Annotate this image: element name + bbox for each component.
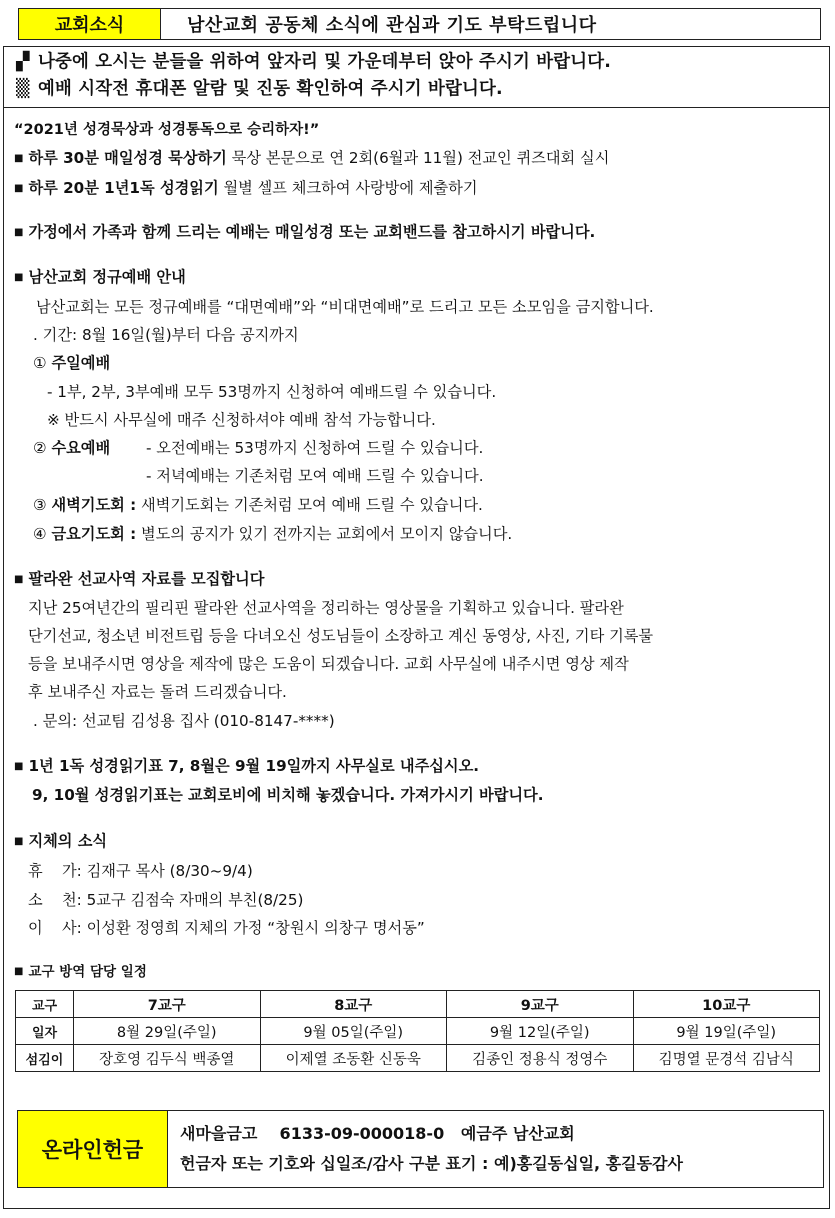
district-cell: 8교구 — [260, 991, 447, 1018]
date-cell: 9월 12일(주일) — [447, 1018, 634, 1045]
bullet-icon: ▞ — [16, 52, 30, 72]
bullet-icon: ■ — [14, 574, 24, 585]
palawan-heading: ■ 팔라완 선교사역 자료를 모집합니다 — [14, 570, 265, 588]
server-cell: 이제열 조동환 신동욱 — [260, 1045, 447, 1072]
wednesday-evening-detail: - 저녁예배는 기존처럼 모여 예배 드릴 수 있습니다. — [146, 467, 484, 485]
members-news-heading: ■ 지체의 소식 — [14, 832, 108, 850]
member-vacation: 휴 가: 김재구 목사 (8/30~9/4) — [28, 862, 253, 880]
bullet-icon: ▒ — [16, 79, 30, 99]
sunday-worship-label: ① 주일예배 — [33, 354, 111, 372]
online-offering-box — [17, 1110, 824, 1188]
online-offering-tag: 온라인헌금 — [18, 1111, 168, 1187]
sunday-worship-note: ※ 반드시 사무실에 매주 신청하셔야 예배 참석 가능합니다. — [47, 411, 436, 429]
reading-chart-notice: ■ 1년 1독 성경읽기표 7, 8월은 9월 19일까지 사무실로 내주십시오. — [14, 757, 480, 775]
bible-item-meditation: ■ 하루 30분 매일성경 묵상하기 묵상 본문으로 연 2회(6월과 11월) 전교인 퀴즈대회 실시 — [14, 149, 610, 167]
row-header: 섬김이 — [16, 1045, 74, 1072]
header-bar — [18, 8, 821, 40]
district-cell: 9교구 — [447, 991, 634, 1018]
notice-seating: ▞ 나중에 오시는 분들을 위하여 앞자리 및 가운데부터 앉아 주시기 바랍니다. — [16, 49, 829, 76]
regular-worship-heading: ■ 남산교회 정규예배 안내 — [14, 268, 186, 286]
palawan-text-line: 지난 25여년간의 필리핀 팔라완 선교사역을 정리하는 영상물을 기획하고 있습니다. 팔라완 — [28, 599, 624, 617]
palawan-contact: . 문의: 선교팀 김성용 집사 (010-8147-****) — [33, 712, 335, 730]
regular-worship-period: . 기간: 8월 16일(월)부터 다음 공지까지 — [33, 326, 299, 344]
server-cell: 김명열 문경석 김남식 — [633, 1045, 820, 1072]
district-cell: 10교구 — [633, 991, 820, 1018]
offering-instruction: 헌금자 또는 기호와 십일조/감사 구분 표기 : 예)홍길동십일, 홍길동감사 — [180, 1154, 683, 1173]
friday-prayer-item: ④ 금요기도회 : 별도의 공지가 있기 전까지는 교회에서 모이지 않습니다. — [33, 525, 513, 543]
bank-account: 새마을금고 6133-09-000018-0 예금주 남산교회 — [180, 1124, 575, 1143]
bible-slogan: “2021년 성경묵상과 성경통독으로 승리하자!” — [14, 122, 320, 138]
bullet-icon: ■ — [14, 183, 24, 194]
wednesday-morning-detail: - 오전예배는 53명까지 신청하여 드릴 수 있습니다. — [146, 439, 484, 457]
table-row — [16, 991, 820, 1018]
regular-worship-intro: 남산교회는 모든 정규예배를 “대면예배”와 “비대면예배”로 드리고 모든 소모임을 금지합니다. — [36, 298, 654, 316]
row-header: 교구 — [16, 991, 74, 1018]
date-cell: 9월 19일(주일) — [633, 1018, 820, 1045]
page-title: 남산교회 공동체 소식에 관심과 기도 부탁드립니다 — [187, 15, 597, 36]
palawan-text-line: 후 보내주신 자료는 돌려 드리겠습니다. — [28, 683, 287, 701]
bullet-icon: ■ — [14, 272, 24, 283]
bullet-icon: ■ — [14, 966, 24, 977]
bullet-icon: ■ — [14, 761, 24, 772]
server-cell: 장호영 김두식 백종열 — [74, 1045, 261, 1072]
schedule-table — [15, 990, 820, 1072]
notice-phone: ▒ 예배 시작전 휴대폰 알람 및 진동 확인하여 주시기 바랍니다. — [16, 76, 829, 103]
sunday-worship-detail: - 1부, 2부, 3부예배 모두 53명까지 신청하여 예배드릴 수 있습니다. — [47, 383, 497, 401]
family-worship-notice: ■ 가정에서 가족과 함께 드리는 예배는 매일성경 또는 교회밴드를 참고하시기 바랍니다. — [14, 223, 596, 241]
dawn-prayer-item: ③ 새벽기도회 : 새벽기도회는 기존처럼 모여 예배 드릴 수 있습니다. — [33, 496, 483, 514]
table-row — [16, 1045, 820, 1072]
reading-chart-notice-2: 9, 10월 성경읽기표는 교회로비에 비치해 놓겠습니다. 가져가시기 바랍니다. — [32, 786, 544, 804]
date-cell: 9월 05일(주일) — [260, 1018, 447, 1045]
wednesday-worship-label: ② 수요예배 — [33, 439, 111, 457]
server-cell: 김종인 정용식 정영수 — [447, 1045, 634, 1072]
row-header: 일자 — [16, 1018, 74, 1045]
notice-box — [3, 46, 830, 108]
bible-item-reading: ■ 하루 20분 1년1독 성경읽기 월별 셀프 체크하여 사랑방에 제출하기 — [14, 179, 478, 197]
bullet-icon: ■ — [14, 153, 24, 164]
schedule-heading: ■ 교구 방역 담당 일정 — [14, 964, 147, 980]
bullet-icon: ■ — [14, 836, 24, 847]
table-row — [16, 1018, 820, 1045]
member-death: 소 천: 5교구 김점숙 자매의 부친(8/25) — [28, 891, 304, 909]
palawan-text-line: 등을 보내주시면 영상을 제작에 많은 도움이 되겠습니다. 교회 사무실에 내주시면 영상 제작 — [28, 655, 629, 673]
bullet-icon: ■ — [14, 227, 24, 238]
palawan-text-line: 단기선교, 청소년 비전트립 등을 다녀오신 성도님들이 소장하고 계신 동영상, 사진, 기타 기록물 — [28, 627, 654, 645]
district-cell: 7교구 — [74, 991, 261, 1018]
member-move: 이 사: 이성환 정영희 지체의 가정 “창원시 의창구 명서동” — [28, 919, 425, 937]
date-cell: 8월 29일(주일) — [74, 1018, 261, 1045]
section-tag: 교회소식 — [19, 9, 161, 39]
